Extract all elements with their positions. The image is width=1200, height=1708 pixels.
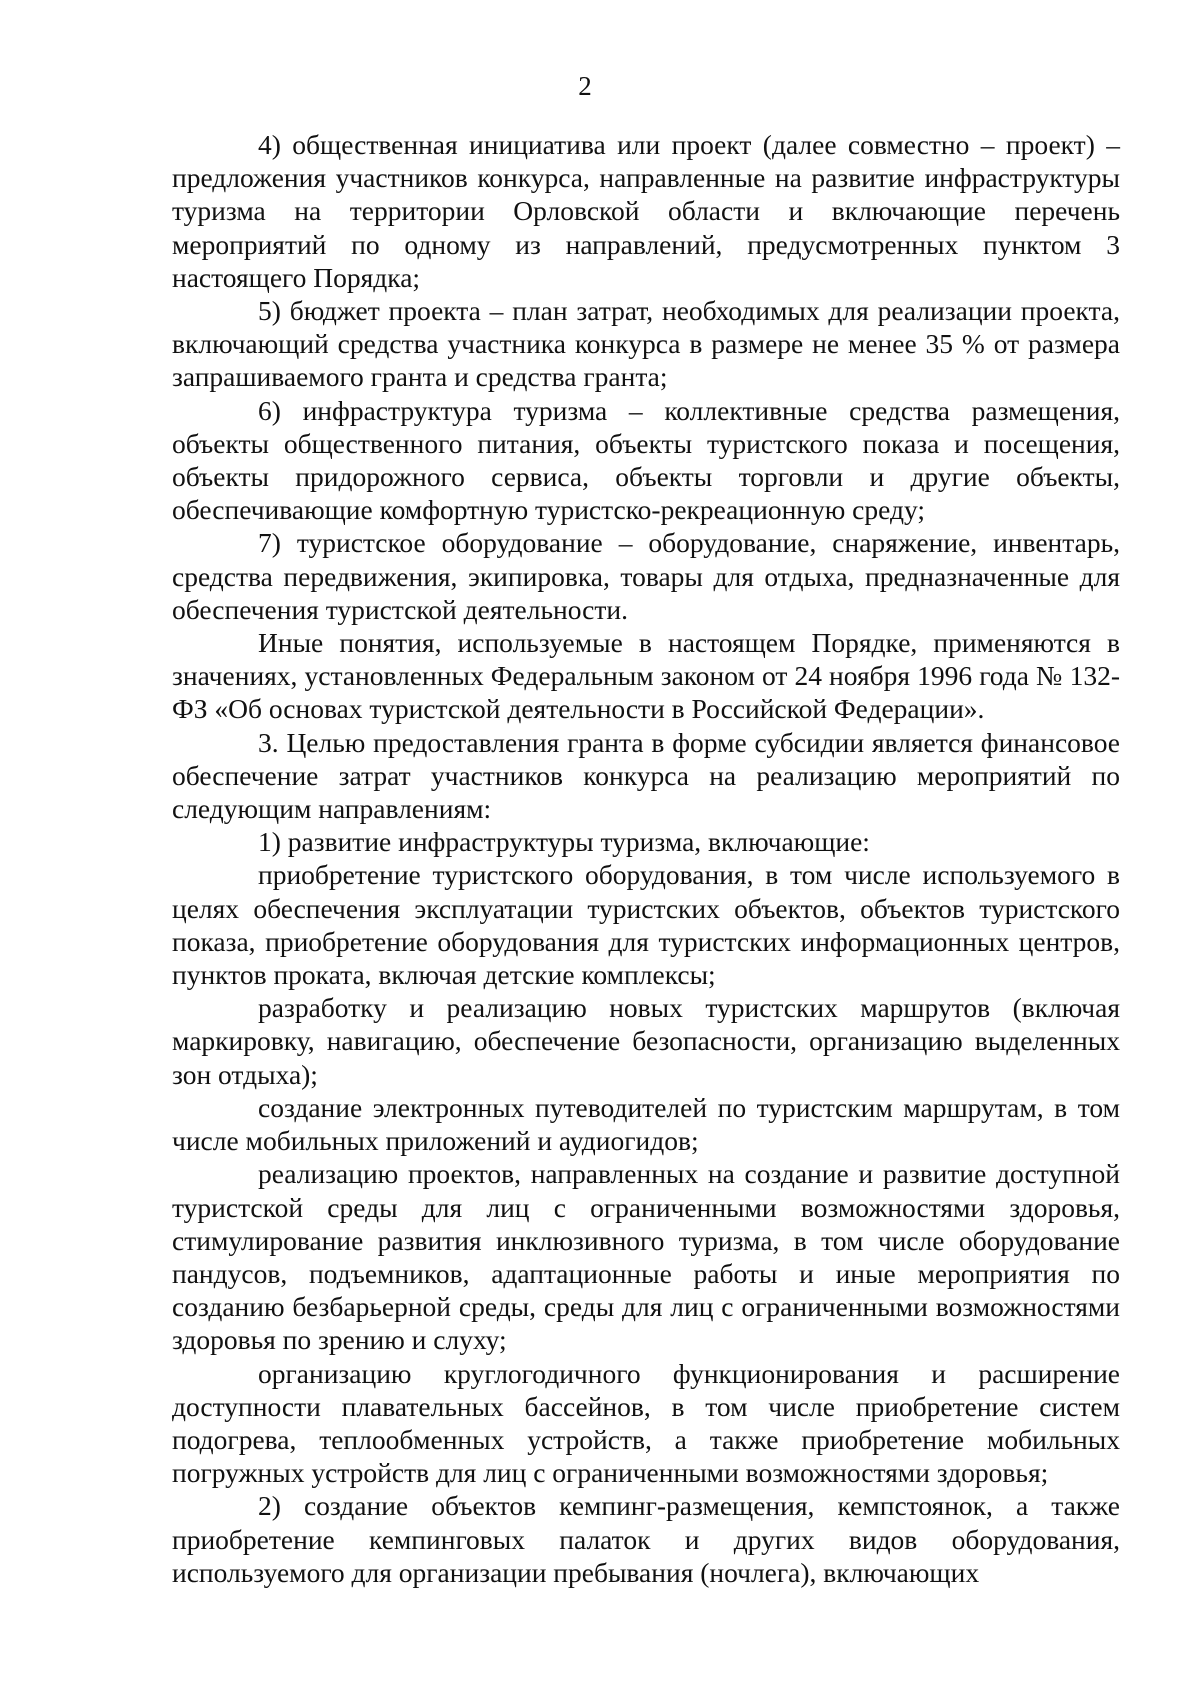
paragraph-other-terms: Иные понятия, используемые в настоящем Порядке, применяются в значениях, установленных Федеральным законом от 24 ноября 1996 года № 132-ФЗ «Об основах туристской деятельности в Российской Федерации». bbox=[172, 627, 1120, 725]
document-body bbox=[172, 128, 1120, 1589]
paragraph-definition-5: 5) бюджет проекта – план затрат, необходимых для реализации проекта, включающий средства участника конкурса в размере не менее 35 % от размера запрашиваемого гранта и средства гранта; bbox=[172, 295, 1120, 393]
paragraph-definition-7: 7) туристское оборудование – оборудование, снаряжение, инвентарь, средства передвижения, экипировка, товары для отдыха, предназначенные для обеспечения туристской деятельности. bbox=[172, 527, 1120, 625]
paragraph-equipment: приобретение туристского оборудования, в том числе используемого в целях обеспечения эксплуатации туристских объектов, объектов туристского показа, приобретение оборудования для туристских информационных центров, пунктов проката, включая детские комплексы; bbox=[172, 859, 1120, 991]
paragraph-guides: создание электронных путеводителей по туристским маршрутам, в том числе мобильных приложений и аудиогидов; bbox=[172, 1091, 1120, 1157]
page-number: 2 bbox=[578, 71, 592, 101]
paragraph-direction-2: 2) создание объектов кемпинг-размещения, кемпстоянок, а также приобретение кемпинговых палаток и других видов оборудования, используемого для организации пребывания (ночлега), включающих bbox=[172, 1490, 1120, 1588]
paragraph-accessibility: реализацию проектов, направленных на создание и развитие доступной туристской среды для лиц с ограниченными возможностями здоровья, стимулирование развития инклюзивного туризма, в том числе оборудование пандусов, подъемников, адаптационные работы и иные мероприятия по созданию безбарьерной среды, среды для лиц с ограниченными возможностями здоровья по зрению и слуху; bbox=[172, 1158, 1120, 1356]
paragraph-direction-1: 1) развитие инфраструктуры туризма, включающие: bbox=[258, 826, 870, 858]
paragraph-clause-3: 3. Целью предоставления гранта в форме субсидии является финансовое обеспечение затрат участников конкурса на реализацию мероприятий по следующим направлениям: bbox=[172, 726, 1120, 825]
paragraph-definition-4: 4) общественная инициатива или проект (далее совместно – проект) – предложения участников конкурса, направленные на развитие инфраструктуры туризма на территории Орловской области и включающие перечень мероприятий по одному из направлений, предусмотренных пунктом 3 настоящего Порядка; bbox=[172, 129, 1120, 293]
paragraph-definition-6: 6) инфраструктура туризма – коллективные средства размещения, объекты общественного питания, объекты туристского показа и посещения, объекты придорожного сервиса, объекты торговли и другие объекты, обеспечивающие комфортную туристско-рекреационную среду; bbox=[172, 394, 1120, 526]
paragraph-pools: организацию круглогодичного функционирования и расширение доступности плавательных бассейнов, в том числе приобретение систем подогрева, теплообменных устройств, а также приобретение мобильных погружных устройств для лиц с ограниченными возможностями здоровья; bbox=[172, 1357, 1120, 1489]
paragraph-routes: разработку и реализацию новых туристских маршрутов (включая маркировку, навигацию, обеспечение безопасности, организацию выделенных зон отдыха); bbox=[172, 992, 1120, 1090]
